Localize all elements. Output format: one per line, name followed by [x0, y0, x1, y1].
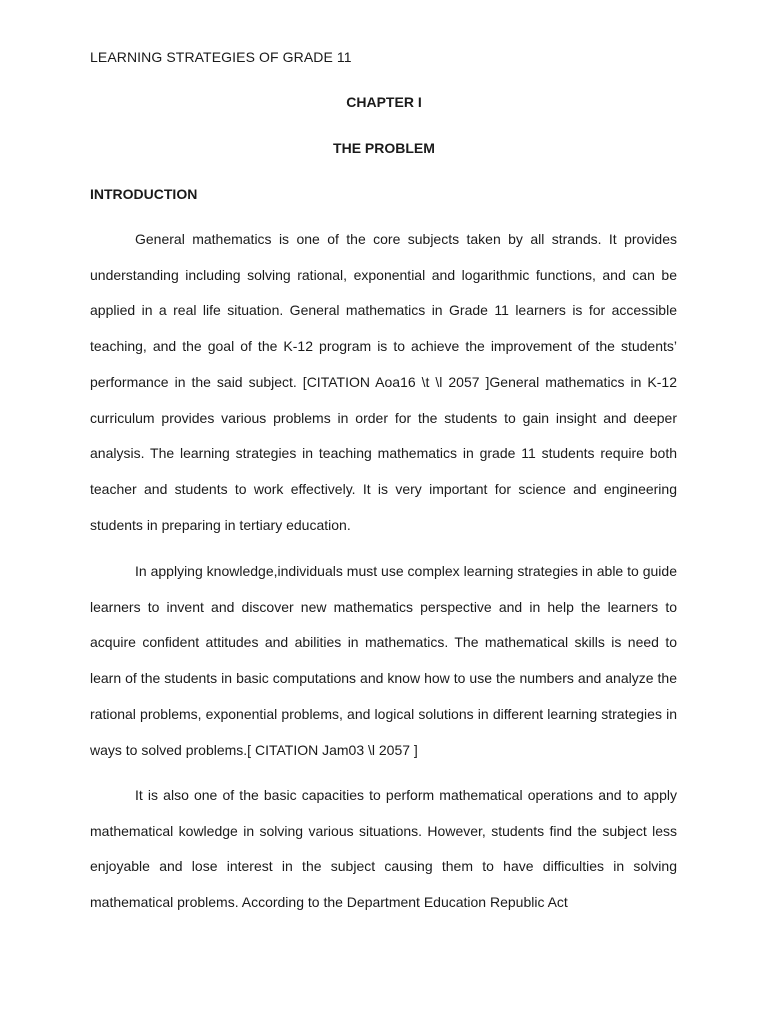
body-paragraph-3: It is also one of the basic capacities to perform mathematical operations and to apply mathematical kowledge in solving various situations. However, students find the subject less enjoyable and lose interest in the subject causing them to have difficulties in solving mathematical problems. According to the Department Education Republic Act	[90, 787, 677, 911]
running-header: LEARNING STRATEGIES OF GRADE 11	[90, 49, 352, 65]
chapter-subtitle: THE PROBLEM	[333, 140, 435, 156]
body-paragraph-1: General mathematics is one of the core subjects taken by all strands. It provides understanding including solving rational, exponential and logarithmic functions, and can be applied in a real life situation. General mathematics in Grade 11 learners is for accessible teaching, and the goal of the K-12 program is to achieve the improvement of the students’ performance in the said subject. [CITATION Aoa16 \t \l 2057 ]General mathematics in K-12 curriculum provides various problems in order for the students to gain insight and deeper analysis. The learning strategies in teaching mathematics in grade 11 students require both teacher and students to work effectively. It is very important for science and engineering students in preparing in tertiary education.	[90, 231, 677, 533]
body-paragraph-2: In applying knowledge,individuals must use complex learning strategies in able to guide learners to invent and discover new mathematics perspective and in help the learners to acquire confident attitudes and abilities in mathematics. The mathematical skills is need to learn of the students in basic computations and know how to use the numbers and analyze the rational problems, exponential problems, and logical solutions in different learning strategies in ways to solved problems.[ CITATION Jam03 \l 2057 ]	[90, 563, 677, 758]
chapter-title: CHAPTER I	[346, 94, 422, 110]
section-heading-introduction: INTRODUCTION	[90, 186, 198, 202]
